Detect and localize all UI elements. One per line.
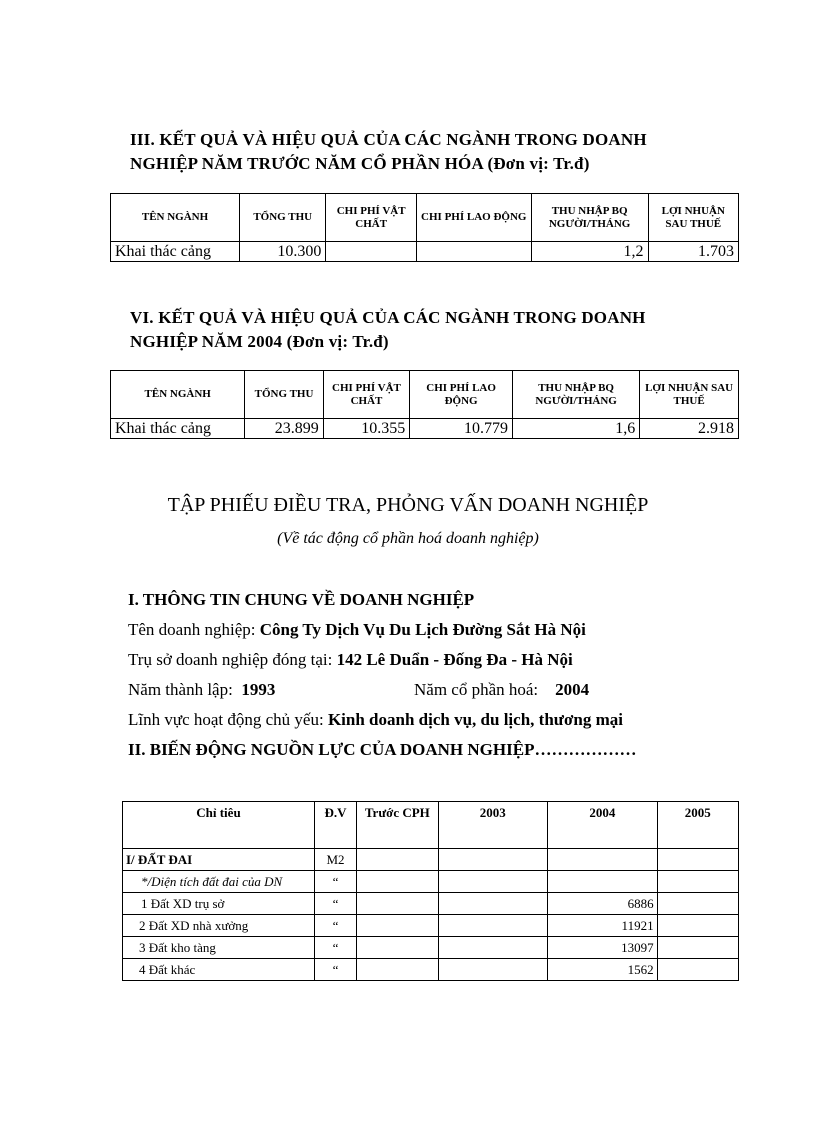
table-row xyxy=(123,871,739,893)
col-truoc-cph: Trước CPH xyxy=(357,802,438,849)
row-2005 xyxy=(657,959,738,981)
info-name-value: Công Ty Dịch Vụ Du Lịch Đường Sắt Hà Nội xyxy=(259,620,586,639)
cell-loi-nhuan: 1.703 xyxy=(648,242,738,262)
row-unit: “ xyxy=(314,871,356,893)
info-field-label: Lĩnh vực hoạt động chủ yếu: xyxy=(128,710,328,729)
cell-name: Khai thác cảng xyxy=(111,242,240,262)
cell-chi-phi-vat-chat xyxy=(326,242,416,262)
info-name-line xyxy=(128,618,586,642)
row-unit: “ xyxy=(314,937,356,959)
row-truoc xyxy=(357,937,438,959)
col-loi-nhuan: LỢI NHUẬN SAU THUẾ xyxy=(648,194,738,242)
info-equitized-label: Năm cổ phần hoá: xyxy=(414,680,543,699)
info-address-value: 142 Lê Duẩn - Đống Đa - Hà Nội xyxy=(336,650,573,669)
col-chi-phi-vat-chat: CHI PHÍ VẬT CHẤT xyxy=(326,194,416,242)
section3-table xyxy=(110,193,739,262)
resources-header-row xyxy=(123,802,739,849)
col-dv: Đ.V xyxy=(314,802,356,849)
row-label: 2 Đất XD nhà xưởng xyxy=(123,915,315,937)
table-row xyxy=(123,959,739,981)
row-2003 xyxy=(438,959,548,981)
info-address-label: Trụ sở doanh nghiệp đóng tại: xyxy=(128,650,337,669)
cell-tong-thu: 10.300 xyxy=(240,242,326,262)
row-truoc xyxy=(357,871,438,893)
info-heading: I. THÔNG TIN CHUNG VỀ DOANH NGHIỆP xyxy=(128,590,475,609)
table-row xyxy=(123,937,739,959)
info-founded-value: 1993 xyxy=(241,680,276,699)
col-thu-nhap: THU NHẬP BQ NGƯỜI/THÁNG xyxy=(513,371,640,419)
table-row xyxy=(123,849,739,871)
section6-heading-line2: NGHIỆP NĂM 2004 (Đơn vị: Tr.đ) xyxy=(130,332,389,351)
row-truoc xyxy=(357,959,438,981)
cell-chi-phi-vat-chat: 10.355 xyxy=(323,419,410,439)
cell-chi-phi-lao-dong: 10.779 xyxy=(410,419,513,439)
row-2003 xyxy=(438,871,548,893)
info-field-value: Kinh doanh dịch vụ, du lịch, thương mại xyxy=(327,710,623,729)
section3-heading xyxy=(130,128,647,176)
row-2004: 11921 xyxy=(548,915,658,937)
row-2004: 13097 xyxy=(548,937,658,959)
section3-heading-line1: III. KẾT QUẢ VÀ HIỆU QUẢ CỦA CÁC NGÀNH TRONG DOANH xyxy=(130,130,647,149)
info-founded-label: Năm thành lập: xyxy=(128,680,238,699)
row-label: 3 Đất kho tàng xyxy=(123,937,315,959)
row-2005 xyxy=(657,893,738,915)
row-2004 xyxy=(548,849,658,871)
col-2005: 2005 xyxy=(657,802,738,849)
info-founded-line xyxy=(128,678,275,702)
table-row xyxy=(111,419,739,439)
section3-heading-line2: NGHIỆP NĂM TRƯỚC NĂM CỔ PHẦN HÓA (Đơn vị: Tr.đ) xyxy=(130,154,590,173)
row-2005 xyxy=(657,937,738,959)
section6-heading xyxy=(130,306,646,354)
col-tong-thu: TỔNG THU xyxy=(240,194,326,242)
info-equitized-line xyxy=(414,678,589,702)
row-2004: 6886 xyxy=(548,893,658,915)
row-2003 xyxy=(438,915,548,937)
cell-chi-phi-lao-dong xyxy=(416,242,531,262)
col-loi-nhuan: LỢI NHUẬN SAU THUẾ xyxy=(640,371,739,419)
section6-header-row xyxy=(111,371,739,419)
row-label: 1 Đất XD trụ sở xyxy=(123,893,315,915)
info-address-line xyxy=(128,648,573,672)
row-truoc xyxy=(357,893,438,915)
cell-thu-nhap: 1,6 xyxy=(513,419,640,439)
cell-loi-nhuan: 2.918 xyxy=(640,419,739,439)
cell-thu-nhap: 1,2 xyxy=(531,242,648,262)
col-2004: 2004 xyxy=(548,802,658,849)
row-label: 4 Đất khác xyxy=(123,959,315,981)
col-chi-phi-vat-chat: CHI PHÍ VẬT CHẤT xyxy=(323,371,410,419)
resources-heading: II. BIẾN ĐỘNG NGUỒN LỰC CỦA DOANH NGHIỆP……………… xyxy=(128,740,637,759)
col-tong-thu: TỔNG THU xyxy=(245,371,323,419)
row-label: I/ ĐẤT ĐAI xyxy=(123,849,315,871)
survey-subtitle: (Về tác động cổ phần hoá doanh nghiệp) xyxy=(277,530,539,547)
info-equitized-value: 2004 xyxy=(555,680,590,699)
row-2005 xyxy=(657,871,738,893)
col-chi-phi-lao-dong: CHI PHÍ LAO ĐỘNG xyxy=(416,194,531,242)
resources-table xyxy=(122,801,739,981)
row-2004: 1562 xyxy=(548,959,658,981)
row-unit: “ xyxy=(314,915,356,937)
row-2005 xyxy=(657,849,738,871)
cell-tong-thu: 23.899 xyxy=(245,419,323,439)
row-unit: “ xyxy=(314,893,356,915)
survey-title: TẬP PHIẾU ĐIỀU TRA, PHỎNG VẤN DOANH NGHIỆP xyxy=(167,494,649,516)
row-2003 xyxy=(438,893,548,915)
table-row xyxy=(111,242,739,262)
col-2003: 2003 xyxy=(438,802,548,849)
table-row xyxy=(123,915,739,937)
row-unit: “ xyxy=(314,959,356,981)
col-chi-tieu: Chỉ tiêu xyxy=(123,802,315,849)
row-2003 xyxy=(438,937,548,959)
section6-table xyxy=(110,370,739,439)
info-name-label: Tên doanh nghiệp: xyxy=(128,620,260,639)
section3-header-row xyxy=(111,194,739,242)
row-2003 xyxy=(438,849,548,871)
col-chi-phi-lao-dong: CHI PHÍ LAO ĐỘNG xyxy=(410,371,513,419)
info-field-line xyxy=(128,708,623,732)
row-truoc xyxy=(357,915,438,937)
row-label: */Diện tích đất đai của DN xyxy=(123,871,315,893)
table-row xyxy=(123,893,739,915)
row-2004 xyxy=(548,871,658,893)
section6-heading-line1: VI. KẾT QUẢ VÀ HIỆU QUẢ CỦA CÁC NGÀNH TRONG DOANH xyxy=(130,308,646,327)
row-2005 xyxy=(657,915,738,937)
col-ten-nganh: TÊN NGÀNH xyxy=(111,371,245,419)
cell-name: Khai thác cảng xyxy=(111,419,245,439)
col-thu-nhap: THU NHẬP BQ NGƯỜI/THÁNG xyxy=(531,194,648,242)
row-unit: M2 xyxy=(314,849,356,871)
row-truoc xyxy=(357,849,438,871)
col-ten-nganh: TÊN NGÀNH xyxy=(111,194,240,242)
